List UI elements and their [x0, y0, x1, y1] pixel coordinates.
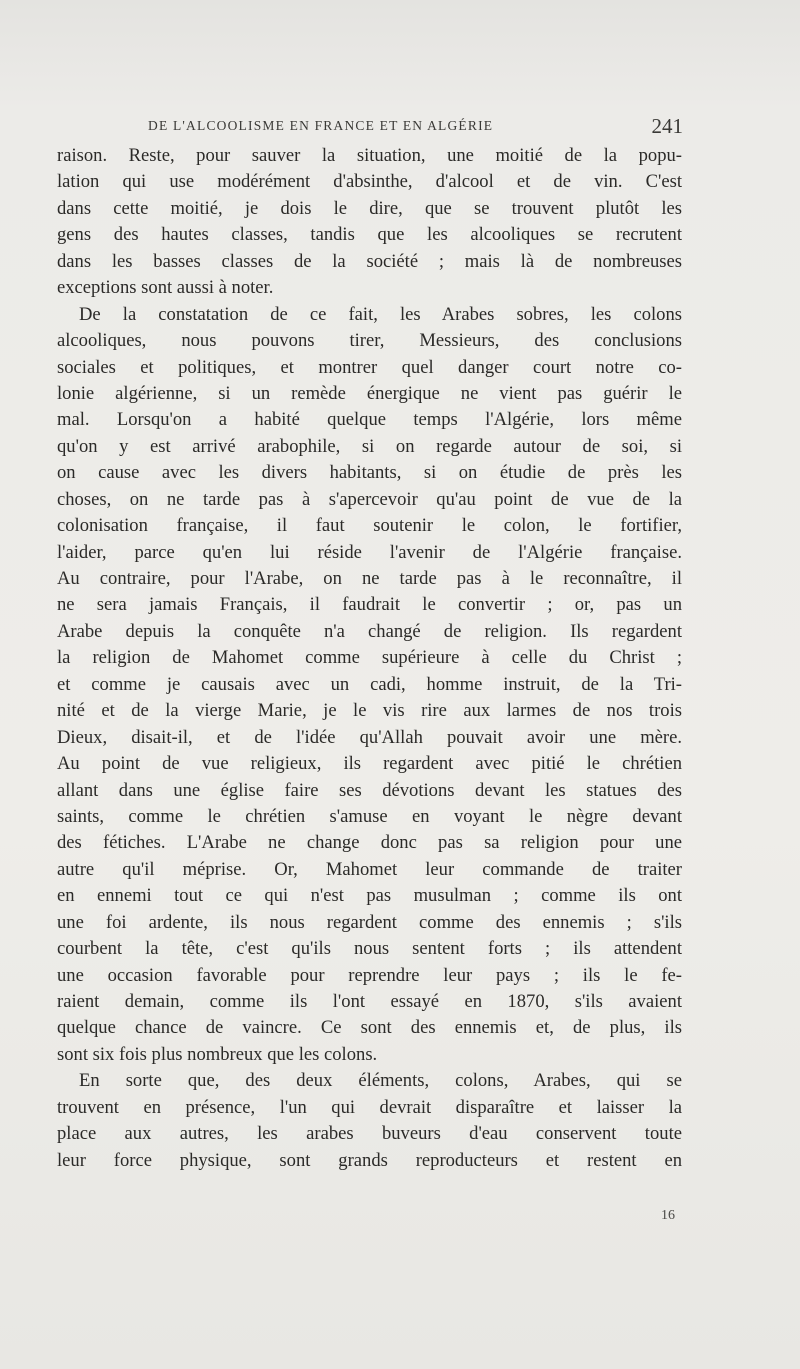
text-line: nité et de la vierge Marie, je le vis rire aux larmes de nos trois	[57, 700, 682, 722]
signature-mark: 16	[661, 1208, 675, 1223]
text-line: courbent la tête, c'est qu'ils nous sentent forts ; ils attendent	[57, 938, 682, 960]
text-line: l'aider, parce qu'en lui réside l'avenir de l'Algérie française.	[57, 541, 682, 563]
text-line: sociales et politiques, et montrer quel danger court notre co-	[57, 356, 682, 378]
text-line: des fétiches. L'Arabe ne change donc pas sa religion pour une	[57, 832, 682, 854]
text-line: Arabe depuis la conquête n'a changé de religion. Ils regardent	[57, 620, 682, 642]
text-line: colonisation française, il faut soutenir le colon, le fortifier,	[57, 515, 682, 537]
text-line: raison. Reste, pour sauver la situation, une moitié de la popu-	[57, 145, 682, 166]
text-line: Au contraire, pour l'Arabe, on ne tarde pas à le reconnaître, il	[57, 568, 682, 589]
page-number: 241	[651, 114, 683, 138]
text-line: on cause avec les divers habitants, si on étudie de près les	[57, 462, 682, 484]
text-line: gens des hautes classes, tandis que les alcooliques se recrutent	[57, 224, 682, 246]
text-line: raient demain, comme ils l'ont essayé en 1870, s'ils avaient	[57, 991, 682, 1012]
text-line: dans les basses classes de la société ; mais là de nombreuses	[57, 250, 682, 272]
text-line: lonie algérienne, si un remède énergique ne vient pas guérir le	[57, 382, 682, 404]
text-line: saints, comme le chrétien s'amuse en voyant le nègre devant	[57, 805, 682, 827]
text-line: Au point de vue religieux, ils regardent avec pitié le chrétien	[57, 753, 682, 775]
text-line: choses, on ne tarde pas à s'apercevoir qu'au point de vue de la	[57, 488, 682, 510]
text-line: en ennemi tout ce qui n'est pas musulman ; comme ils ont	[57, 885, 682, 907]
text-line: une foi ardente, ils nous regardent comme des ennemis ; s'ils	[57, 911, 682, 933]
text-line: En sorte que, des deux éléments, colons, Arabes, qui se	[79, 1070, 682, 1092]
text-line: qu'on y est arrivé arabophile, si on regarde autour de soi, si	[57, 435, 682, 457]
page-header	[148, 114, 683, 140]
text-line: ne sera jamais Français, il faudrait le convertir ; or, pas un	[57, 594, 682, 616]
body-text	[57, 143, 682, 1174]
text-line: exceptions sont aussi à noter.	[57, 277, 274, 299]
text-line: et comme je causais avec un cadi, homme instruit, de la Tri-	[57, 673, 682, 695]
text-line: sont six fois plus nombreux que les colons.	[57, 1043, 378, 1065]
text-line: leur force physique, sont grands reproducteurs et restent en	[57, 1149, 682, 1171]
text-line: trouvent en présence, l'un qui devrait disparaître et laisser la	[57, 1096, 682, 1118]
text-line: la religion de Mahomet comme supérieure à celle du Christ ;	[57, 647, 682, 669]
text-line: quelque chance de vaincre. Ce sont des ennemis et, de plus, ils	[57, 1017, 682, 1039]
text-line: lation qui use modérément d'absinthe, d'alcool et de vin. C'est	[57, 171, 682, 193]
text-line: mal. Lorsqu'on a habité quelque temps l'Algérie, lors même	[57, 409, 682, 431]
text-line: autre qu'il méprise. Or, Mahomet leur commande de traiter	[57, 858, 682, 880]
text-line: alcooliques, nous pouvons tirer, Messieurs, des conclusions	[57, 330, 682, 352]
text-line: Dieux, disait-il, et de l'idée qu'Allah pouvait avoir une mère.	[57, 726, 682, 748]
running-title: DE L'ALCOOLISME EN FRANCE ET EN ALGÉRIE	[148, 118, 494, 133]
text-line: dans cette moitié, je dois le dire, que se trouvent plutôt les	[57, 197, 682, 219]
text-line: De la constatation de ce fait, les Arabes sobres, les colons	[79, 303, 682, 325]
text-line: une occasion favorable pour reprendre leur pays ; ils le fe-	[57, 964, 682, 986]
text-line: allant dans une église faire ses dévotions devant les statues des	[57, 779, 682, 801]
text-line: place aux autres, les arabes buveurs d'eau conservent toute	[57, 1123, 682, 1145]
